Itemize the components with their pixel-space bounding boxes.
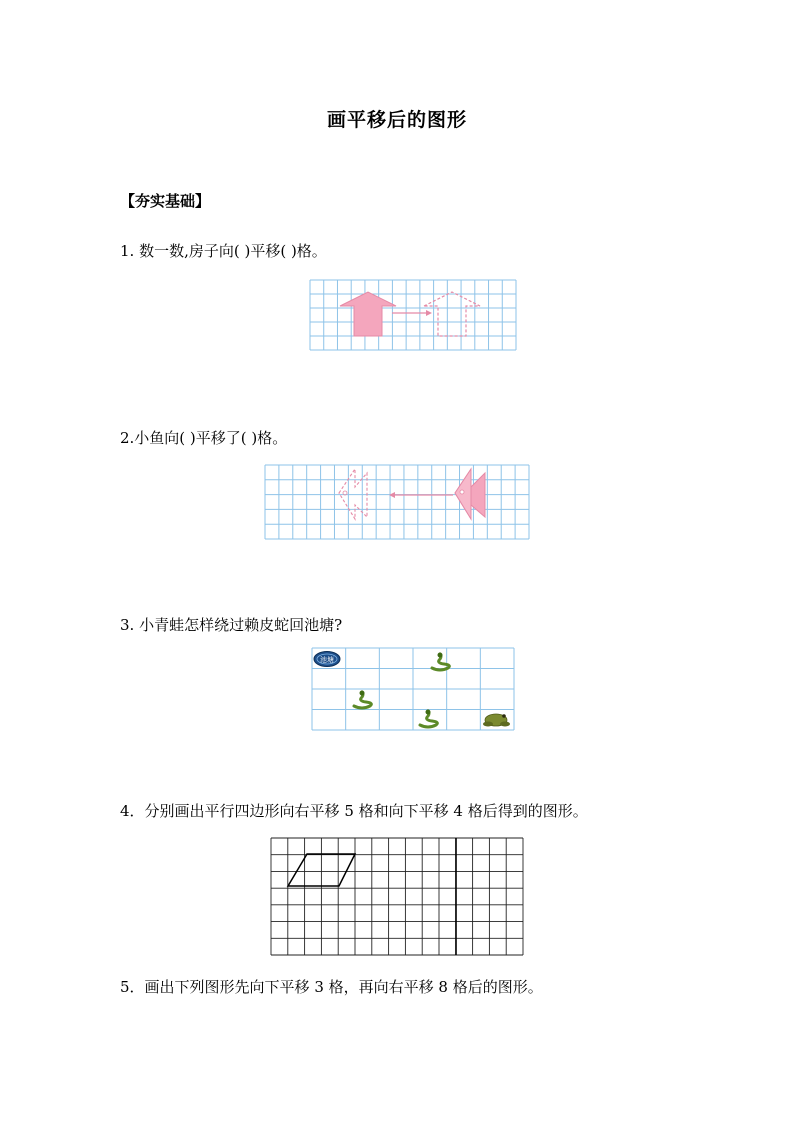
question-5: 5．画出下列图形先向下平移 3 格，再向右平移 8 格后的图形。	[120, 978, 543, 996]
page-title: 画平移后的图形	[326, 109, 467, 131]
arrow-head	[426, 310, 432, 316]
grid-lines	[310, 280, 516, 350]
frog-icon	[483, 714, 510, 727]
house-grid-figure	[310, 280, 516, 350]
grid-lines	[271, 838, 523, 955]
pond-label: 池塘	[320, 656, 334, 664]
parallelogram-grid-figure	[271, 838, 523, 956]
snake-icon	[420, 710, 437, 728]
question-3: 3. 小青蛙怎样绕过赖皮蛇回池塘?	[120, 616, 343, 634]
grid-lines	[265, 465, 529, 539]
frog-grid-figure	[312, 648, 514, 730]
house-original	[340, 292, 396, 336]
house-translated	[424, 292, 480, 336]
fish-eye	[460, 490, 464, 494]
snake-icon	[354, 691, 371, 709]
question-4: 4．分别画出平行四边形向右平移 5 格和向下平移 4 格后得到的图形。	[120, 802, 588, 820]
grid-lines	[312, 648, 514, 730]
fish-grid-figure	[265, 465, 529, 539]
section-heading: 【夯实基础】	[120, 192, 211, 210]
question-2: 2.小鱼向( )平移了( )格。	[120, 429, 288, 447]
question-1: 1. 数一数,房子向( )平移( )格。	[120, 242, 327, 260]
